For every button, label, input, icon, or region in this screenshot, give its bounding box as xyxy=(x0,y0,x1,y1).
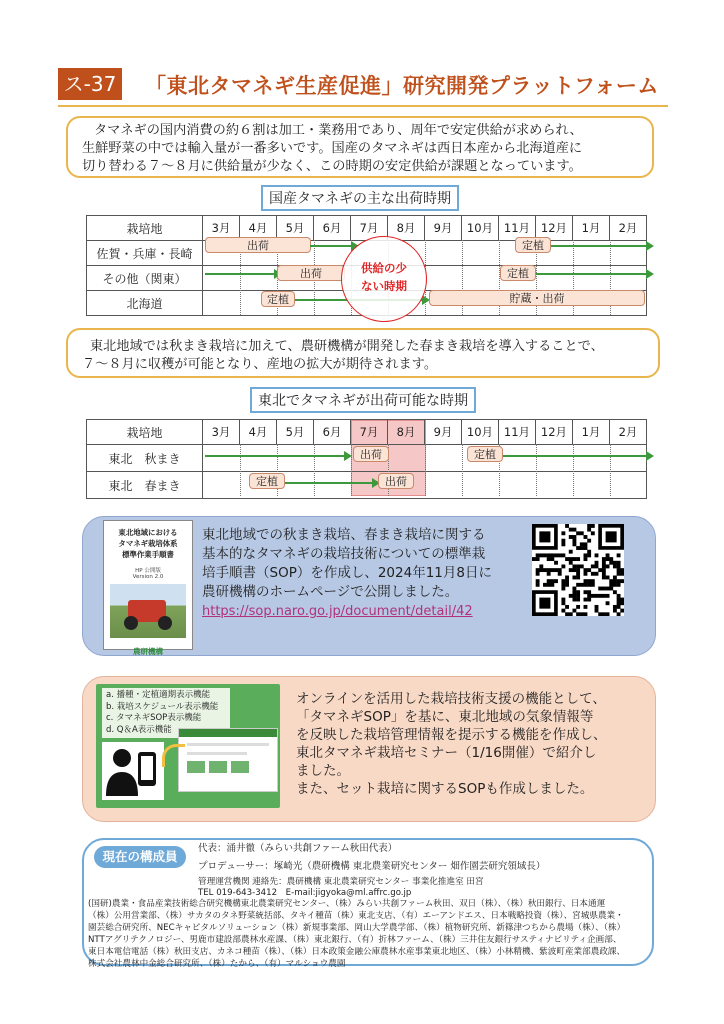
planting-bar-saga: 定植 xyxy=(515,237,551,253)
shipping-bar-kanto: 出荷 xyxy=(277,265,345,281)
row-label: その他（関東） xyxy=(87,266,203,291)
low-supply-label: 供給の少 xyxy=(361,261,407,275)
producer: プロデューサー：塚崎光（農研機構 東北農業研究センター 畑作園芸研究領域長） xyxy=(198,861,546,872)
month-cell: 8月 xyxy=(388,216,425,241)
member-list-line: 園芸総合研究所、NECキャピタルソリューション（株）新規事業部、岡山大学農学部、（株）植物研究所、新篠津つちから農場（株）、（株） xyxy=(88,923,626,933)
table1-title: 国産タマネギの主な出荷時期 xyxy=(261,185,459,211)
header-cell: 栽培地 xyxy=(87,216,203,241)
row-label: 東北 春まき xyxy=(87,472,203,499)
arrow-kanto-spring xyxy=(205,273,275,275)
intro-box xyxy=(66,116,654,178)
feature-item: b. 栽培スケジュール表示機能 xyxy=(106,701,219,712)
planting-bar-hokkaido: 定植 xyxy=(261,291,295,307)
planting-bar-autumn: 定植 xyxy=(467,446,503,462)
member-list-line: NTTアグリテクノロジー、男鹿市建設部農林水産課、（株）東北銀行、（有）折林ファーム、（株）三井住友銀行サスティナビリティ企画部、 xyxy=(88,935,622,945)
admin-contact: 管理運営機関 連絡先：農研機構 東北農業研究センター 事業化推進室 田宮 xyxy=(198,877,484,887)
members-header xyxy=(198,842,644,899)
shipping-bar-autumn: 出荷 xyxy=(353,446,389,462)
storage-bar-hokkaido: 貯蔵・出荷 xyxy=(429,290,645,306)
month-divider xyxy=(536,444,537,496)
row-label: 佐賀・兵庫・長崎 xyxy=(87,241,203,266)
planting-bar-spring: 定植 xyxy=(249,473,285,489)
table-header-row xyxy=(87,216,647,241)
members-badge: 現在の構成員 xyxy=(94,846,186,868)
app-window xyxy=(178,728,278,792)
month-divider xyxy=(573,444,574,496)
cover-subtitle: Version 2.0 xyxy=(132,574,164,580)
month-cell: 4月 xyxy=(240,420,277,445)
month-cell: 9月 xyxy=(425,216,462,241)
month-cell: 10月 xyxy=(462,420,499,445)
sop-line: 培手順書（SOP）を作成し、2024年11月8日に xyxy=(202,565,492,581)
month-cell: 6月 xyxy=(314,420,351,445)
intro-line: タマネギの国内消費の約６割は加工・業務用であり、周年で安定供給が求められ、 xyxy=(94,123,583,138)
sheet-code-badge: ス-37 xyxy=(58,68,122,100)
feature-item: c. タマネギSOP表示機能 xyxy=(106,713,202,723)
month-divider xyxy=(462,444,463,496)
tractor-photo xyxy=(110,584,186,638)
member-list-line: 東日本電信電話（株）秋田支店、カネコ種苗（株）、（株）日本政策金融公庫農林水産事業東北地区、（株）小林精機、紫波町産業部農政課、 xyxy=(88,947,626,957)
month-cell: 9月 xyxy=(425,420,462,445)
arrow-saga-fall xyxy=(310,245,352,247)
month-divider xyxy=(240,444,241,496)
month-cell: 7月 xyxy=(351,216,388,241)
month-cell: 1月 xyxy=(573,420,610,445)
app-screenshot xyxy=(96,684,280,808)
table2-title: 東北でタマネギが出荷可能な時期 xyxy=(250,387,476,413)
online-description xyxy=(296,690,636,798)
month-cell: 2月 xyxy=(610,216,647,241)
member-list xyxy=(88,898,650,970)
online-line: また、セット栽培に関するSOPも作成しました。 xyxy=(296,781,594,797)
shipping-bar-saga: 出荷 xyxy=(205,237,311,253)
low-supply-label: ない時期 xyxy=(361,279,407,293)
member-list-line: (国研)農業・食品産業技術総合研究機構東北農業研究センター、（株）みらい共創ファーム秋田、双日（株）、（株）秋田銀行、日本通運 xyxy=(88,899,606,909)
month-cell: 6月 xyxy=(314,216,351,241)
month-cell: 2月 xyxy=(610,420,647,445)
arrow-autumn-spring xyxy=(205,455,345,457)
cover-title: タマネギ栽培体系 xyxy=(118,539,178,548)
contact-info: TEL 019-643-3412 E-mail:jigyoka@ml.affrc.go.jp xyxy=(198,888,412,898)
arrow-autumn-winter xyxy=(503,455,647,457)
feature-item: d. Q＆A表示機能 xyxy=(106,724,172,735)
month-divider xyxy=(425,444,426,496)
intro-line: 東北地域では秋まき栽培に加えて、農研機構が開発した春まき栽培を導入することで、 xyxy=(90,339,604,354)
month-cell: 10月 xyxy=(462,216,499,241)
intro-line: 生鮮野菜の中では輸入量が一番多いです。国産のタマネギは西日本産から北海道産に xyxy=(82,141,583,156)
month-cell: 5月 xyxy=(277,420,314,445)
cover-title: 東北地域における xyxy=(118,528,178,537)
month-cell: 8月 xyxy=(388,420,425,445)
qr-code[interactable] xyxy=(532,524,624,616)
cover-subtitle: HP 公開版 xyxy=(135,568,161,574)
month-cell: 7月 xyxy=(351,420,388,445)
sop-book-cover xyxy=(103,520,193,656)
sop-line: 農研機構のホームページで公開しました。 xyxy=(202,584,459,600)
online-line: オンラインを活用した栽培技術支援の機能として、 xyxy=(296,691,606,707)
title-underline xyxy=(58,105,668,107)
representative: 代表：涌井徹（みらい共創ファーム秋田代表） xyxy=(198,843,398,854)
online-line: 「タマネギSOP」を基に、東北地域の気象情報等 xyxy=(296,709,594,725)
online-line: を反映した栽培管理情報を提示する機能を作成し、 xyxy=(296,727,607,743)
month-cell: 3月 xyxy=(203,420,240,445)
member-list-line: （株）公用営業部、（株）サカタのタネ野菜統括部、タキイ種苗（株）東北支店、（有）エーアンドエス、日本戦略投資（株）、宮城県農業・ xyxy=(88,911,624,921)
feature-item: a. 播種・定植適期表示機能 xyxy=(106,690,211,700)
arrow-kanto-winter xyxy=(536,273,647,275)
month-divider xyxy=(610,444,611,496)
intro-line: ７～８月に収穫が可能となり、産地の拡大が期待されます。 xyxy=(82,357,438,372)
sop-line: 東北地域での秋まき栽培、春まき栽培に関する xyxy=(202,527,486,543)
sop-description xyxy=(202,526,524,621)
header-cell: 栽培地 xyxy=(87,420,203,445)
month-cell: 5月 xyxy=(277,216,314,241)
intro-line: 切り替わる７～８月に供給量が少なく、この時期の安定供給が課題となっています。 xyxy=(82,159,582,174)
intro-box xyxy=(66,328,660,378)
month-cell: 3月 xyxy=(203,216,240,241)
month-cell: 12月 xyxy=(536,216,573,241)
month-divider xyxy=(314,444,315,496)
planting-bar-kanto: 定植 xyxy=(500,265,536,281)
low-supply-circle xyxy=(341,236,427,322)
shipping-bar-spring: 出荷 xyxy=(378,473,414,489)
member-list-line: 株式会社農林中金総合研究所、（株）たから、（有）マルショウ農園 xyxy=(88,959,346,969)
row-label: 北海道 xyxy=(87,291,203,316)
online-line: 東北タマネギ栽培セミナー（1/16開催）で紹介し xyxy=(296,745,597,761)
page-title: 「東北タマネギ生産促進」研究開発プラットフォーム xyxy=(145,74,659,98)
month-cell: 11月 xyxy=(499,216,536,241)
sop-line: 基本的なタマネギの栽培技術についての標準栽 xyxy=(202,546,486,562)
person-phone-icon xyxy=(102,742,164,800)
month-cell: 12月 xyxy=(536,420,573,445)
month-cell: 11月 xyxy=(499,420,536,445)
month-cell: 1月 xyxy=(573,216,610,241)
cover-org-logo: 農研機構 xyxy=(133,647,163,656)
table-header-row xyxy=(87,420,647,445)
qr-code-graphic xyxy=(532,524,624,616)
sop-url-link[interactable]: https://sop.naro.go.jp/document/detail/42 xyxy=(202,604,473,619)
row-label: 東北 秋まき xyxy=(87,445,203,472)
arrow-spring xyxy=(285,482,373,484)
curved-arrow-icon xyxy=(162,744,185,767)
arrow-saga-winter xyxy=(551,245,647,247)
month-cell: 4月 xyxy=(240,216,277,241)
cover-title: 標準作業手順書 xyxy=(122,550,174,559)
online-line: ました。 xyxy=(296,763,350,779)
